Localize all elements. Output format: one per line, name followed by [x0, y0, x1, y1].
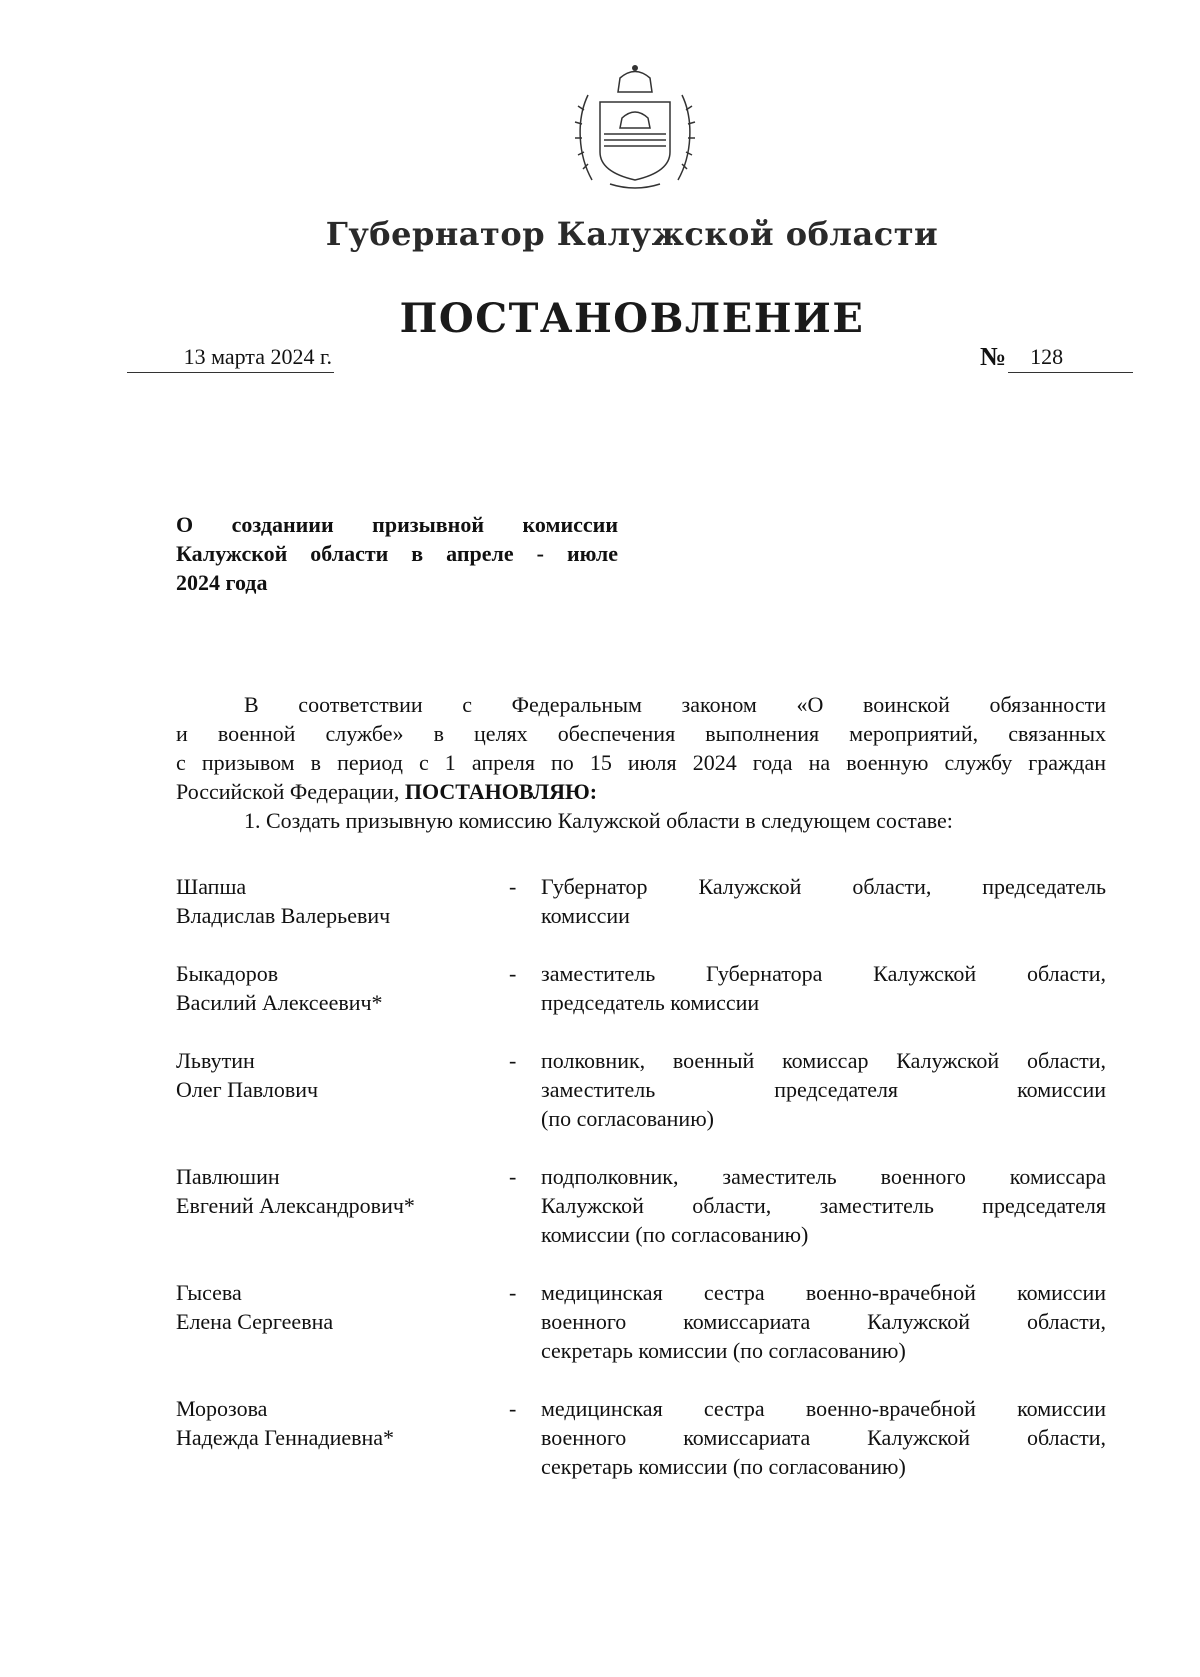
member-dash: -: [509, 874, 517, 899]
member-role: [541, 959, 1106, 1017]
item-1-text: 1. Создать призывную комиссию Калужской области в следующем составе:: [244, 808, 953, 833]
role-line: военного комиссариата Калужской области,: [541, 1309, 1106, 1334]
member-name: [176, 959, 509, 1017]
preamble-last-line-start: Российской Федерации,: [176, 779, 400, 804]
member-role: [541, 1394, 1106, 1481]
subject-line: Калужской области в апреле - июле: [176, 541, 618, 566]
member-dash: -: [509, 1048, 517, 1073]
role-line: военного комиссариата Калужской области,: [541, 1425, 1106, 1450]
member-entry: [176, 1162, 1106, 1249]
preamble-line: и военной службе» в целях обеспечения выполнения мероприятий, связанных: [176, 721, 1106, 746]
role-line: Калужской области, заместитель председателя: [541, 1193, 1106, 1218]
role-line: заместитель Губернатора Калужской области,: [541, 961, 1106, 986]
role-line: медицинская сестра военно-врачебной комиссии: [541, 1396, 1106, 1421]
member-role: [541, 1278, 1106, 1365]
preamble-line: [176, 777, 1106, 806]
member-dash: -: [509, 1280, 517, 1305]
member-entry: [176, 959, 1106, 1017]
role-line: подполковник, заместитель военного комиссара: [541, 1164, 1106, 1189]
member-dash: -: [509, 1396, 517, 1421]
member-name: [176, 1278, 509, 1365]
preamble-paragraph: [176, 690, 1106, 806]
preamble-line: с призывом в период с 1 апреля по 15 июля 2024 года на военную службу граждан: [176, 750, 1106, 775]
member-name: [176, 1394, 509, 1481]
decree-word: ПОСТАНОВЛЯЮ:: [404, 779, 598, 804]
member-name: [176, 1046, 509, 1133]
document-date: 13 марта 2024 г.: [127, 342, 334, 373]
member-dash: -: [509, 1164, 517, 1189]
member-surname: Морозова: [176, 1396, 268, 1421]
member-dash: -: [509, 961, 517, 986]
role-line: секретарь комиссии (по согласованию): [541, 1338, 906, 1363]
member-given-names: Евгений Александрович*: [176, 1193, 415, 1218]
member-entry: [176, 1278, 1106, 1365]
member-role: [541, 1046, 1106, 1133]
role-line: комиссии (по согласованию): [541, 1222, 809, 1247]
document-type-title: ПОСТАНОВЛЕНИЕ: [399, 295, 865, 342]
role-line: заместитель председателя комиссии: [541, 1077, 1106, 1102]
member-surname: Шапша: [176, 874, 247, 899]
member-entry: [176, 872, 1106, 930]
role-line: Губернатор Калужской области, председатель: [541, 874, 1106, 899]
member-role: [541, 1162, 1106, 1249]
commission-roster: [176, 872, 1106, 1481]
role-line: секретарь комиссии (по согласованию): [541, 1454, 906, 1479]
document-number: 128: [1008, 342, 1133, 373]
number-sign: №: [980, 342, 1007, 371]
member-entry: [176, 1046, 1106, 1133]
role-line: медицинская сестра военно-врачебной комиссии: [541, 1280, 1106, 1305]
member-name: [176, 1162, 509, 1249]
role-line: (по согласованию): [541, 1106, 714, 1131]
member-surname: Павлюшин: [176, 1164, 280, 1189]
role-line: комиссии: [541, 903, 630, 928]
member-surname: Гысева: [176, 1280, 242, 1305]
issuing-authority: Губернатор Калужской области: [325, 215, 939, 253]
document-number-block: [980, 342, 1133, 373]
role-line: полковник, военный комиссар Калужской области,: [541, 1048, 1106, 1073]
coat-of-arms-emblem: [570, 60, 700, 190]
member-surname: Львутин: [176, 1048, 255, 1073]
member-given-names: Елена Сергеевна: [176, 1309, 334, 1334]
subject-line: 2024 года: [176, 570, 268, 595]
member-name: [176, 872, 509, 930]
document-subject: [176, 510, 618, 597]
member-given-names: Надежда Геннадиевна*: [176, 1425, 395, 1450]
member-entry: [176, 1394, 1106, 1481]
member-given-names: Олег Павлович: [176, 1077, 319, 1102]
member-given-names: Владислав Валерьевич: [176, 903, 391, 928]
subject-line: О созданиии призывной комиссии: [176, 512, 618, 537]
member-role: [541, 872, 1106, 930]
member-surname: Быкадоров: [176, 961, 279, 986]
member-given-names: Василий Алексеевич*: [176, 990, 383, 1015]
role-line: председатель комиссии: [541, 990, 760, 1015]
preamble-line: В соответствии с Федеральным законом «О воинской обязанности: [244, 692, 1106, 717]
